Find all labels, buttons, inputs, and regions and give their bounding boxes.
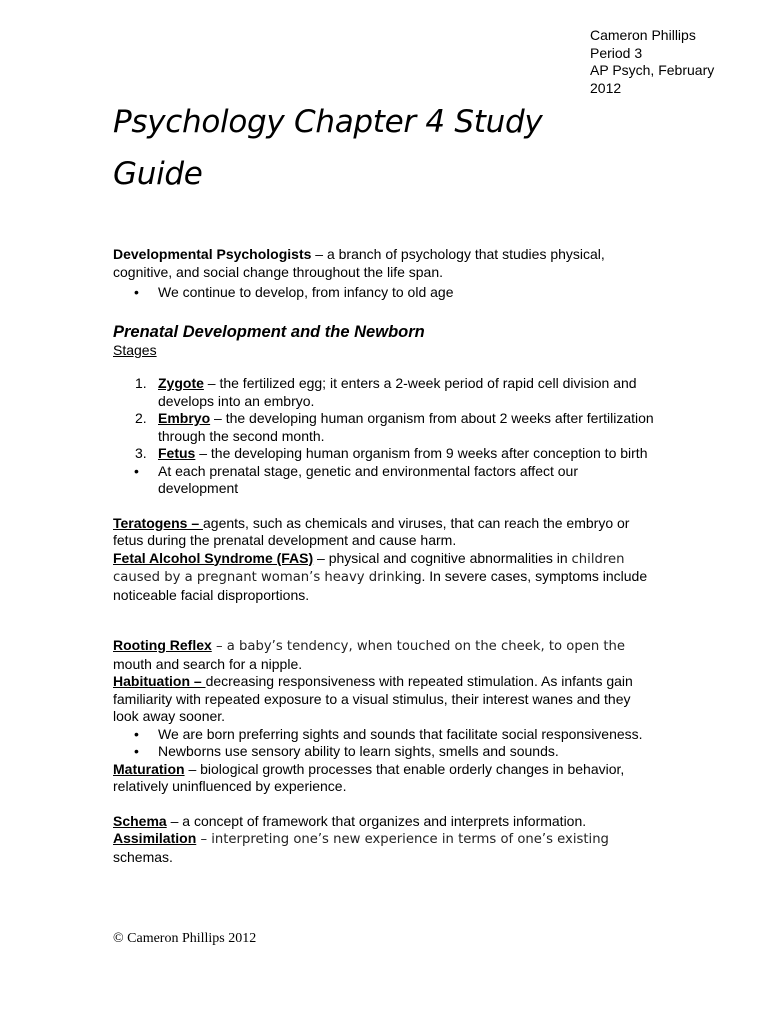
- term: Teratogens –: [113, 514, 203, 531]
- copyright-footer: © Cameron Phillips 2012: [113, 931, 257, 946]
- term: Rooting Reflex: [113, 637, 212, 653]
- term: Habituation –: [113, 673, 206, 689]
- subheading-stages: Stages: [113, 341, 157, 358]
- definition-assimilation: [113, 830, 658, 866]
- definition-alt-font: children caused by a pregnant woman’s heavy drinki: [113, 551, 625, 585]
- term: Developmental Psychologists: [113, 246, 312, 262]
- definition: decreasing responsiveness with repeated stimulation. As infants gain familiarity with repeated exposure to a visual stimulus, their interest wanes and they look away sooner.: [113, 673, 633, 724]
- definition-alt-font: – a baby’s tendency, when touched on the cheek, to open the: [211, 639, 626, 654]
- bullet-item: • We continue to develop, from infancy to old age: [113, 284, 658, 302]
- definition: – physical and cognitive abnormalities in: [313, 549, 572, 566]
- definition: agents, such as chemicals and viruses, that can reach the embryo or fetus during the prenatal development and cause harm.: [113, 514, 630, 548]
- stages-list: [113, 375, 658, 463]
- title-line-1: Psychology Chapter 4 Study: [113, 104, 543, 140]
- term: Zygote: [158, 375, 204, 391]
- term: Assimilation: [113, 830, 197, 846]
- title-line-2: Guide: [113, 156, 203, 192]
- definition-developmental-psychologists: [113, 246, 658, 281]
- bullet-list: [113, 463, 658, 498]
- definition-end: ng. In severe cases, symptoms include noticeable facial disproportions.: [113, 568, 648, 603]
- bullet-item: • We are born preferring sights and sounds that facilitate social responsiveness.: [113, 726, 658, 744]
- bullet-item: • At each prenatal stage, genetic and environmental factors affect our development: [113, 463, 658, 498]
- year: 2012: [590, 79, 622, 96]
- author-name: Cameron Phillips: [590, 27, 696, 43]
- author-header: [590, 27, 760, 97]
- definition-fas: [113, 550, 658, 605]
- stage-number: 2.: [135, 410, 147, 426]
- definition-end: mouth and search for a nipple.: [113, 655, 303, 672]
- stage-number: 3.: [135, 445, 147, 461]
- bullet-item: • Newborns use sensory ability to learn sights, smells and sounds.: [113, 743, 658, 761]
- class-period: Period 3: [590, 44, 643, 61]
- term: Maturation: [113, 760, 185, 777]
- bullet-list: [113, 726, 658, 761]
- definition: – a concept of framework that organizes and interprets information.: [166, 812, 587, 829]
- definition-maturation: [113, 761, 658, 796]
- stage-item: [113, 410, 658, 445]
- course-date: AP Psych, February: [590, 62, 715, 78]
- document-title: [113, 96, 633, 200]
- definition-alt-font: – interpreting one’s new experience in terms of one’s existing: [196, 832, 609, 847]
- definition: – a branch of psychology that studies physical, cognitive, and social change throughout the life span.: [113, 246, 605, 280]
- definition-habituation: [113, 673, 658, 726]
- definition-teratogens: [113, 515, 658, 550]
- bullet-list: [113, 284, 658, 302]
- definition: – biological growth processes that enable orderly changes in behavior, relatively uninfluenced by experience.: [113, 760, 625, 794]
- stage-item: [113, 375, 658, 410]
- definition: – the developing human organism from about 2 weeks after fertilization through the second month.: [158, 410, 654, 444]
- definition: – the fertilized egg; it enters a 2-week period of rapid cell division and develops into an embryo.: [158, 375, 637, 409]
- term: Embryo: [158, 410, 211, 426]
- term: Schema: [113, 812, 167, 829]
- term: Fetal Alcohol Syndrome (FAS): [113, 549, 314, 566]
- term: Fetus: [158, 445, 196, 461]
- definition-schema: [113, 813, 658, 831]
- section-heading: Prenatal Development and the Newborn: [113, 322, 425, 341]
- document-body: [113, 246, 658, 866]
- definition-end: schemas.: [113, 848, 173, 865]
- definition-rooting-reflex: [113, 637, 658, 673]
- stage-number: 1.: [135, 375, 147, 391]
- definition: – the developing human organism from 9 weeks after conception to birth: [195, 445, 648, 461]
- stage-item: [113, 445, 658, 463]
